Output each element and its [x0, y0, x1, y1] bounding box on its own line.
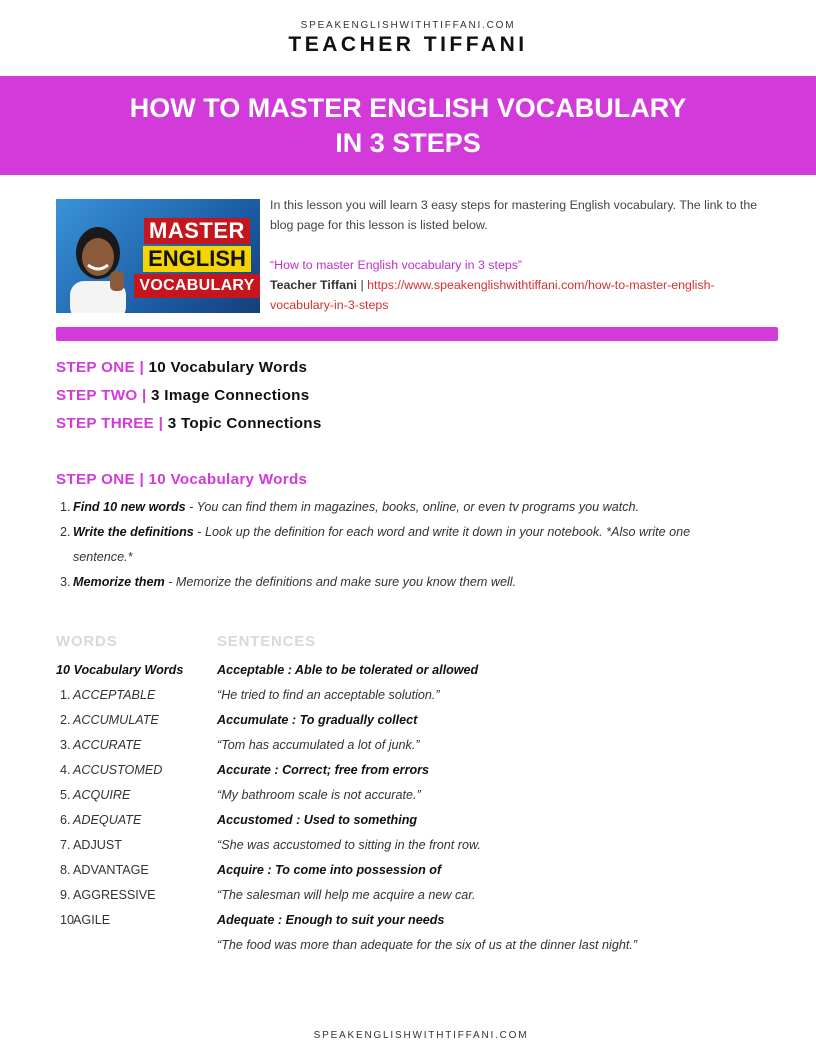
step-label: STEP THREE |	[56, 415, 168, 432]
word-number: 8.	[60, 863, 71, 877]
author-name: Teacher Tiffani	[270, 278, 357, 292]
thumbnail-word-vocabulary: VOCABULARY	[134, 274, 259, 298]
word-definition: Acceptable : Able to be tolerated or allowed	[217, 663, 479, 677]
instruction-number: 1.	[60, 500, 71, 514]
word-definition: Acquire : To come into possession of	[217, 863, 442, 877]
vocabulary-word: AGGRESSIVE	[73, 888, 156, 902]
instruction-bold: Memorize them	[73, 575, 165, 589]
step-one-heading: STEP ONE | 10 Vocabulary Words	[56, 471, 308, 488]
instruction-bold: Write the definitions	[73, 525, 194, 539]
vocabulary-word: AGILE	[73, 913, 111, 927]
example-sentence: “Tom has accumulated a lot of junk.”	[217, 738, 420, 752]
instruction-text: - Memorize the definitions and make sure you know them well.	[164, 575, 517, 589]
step-value: 3 Topic Connections	[167, 415, 322, 432]
thumbnail-word-english: ENGLISH	[143, 246, 251, 272]
instruction-number: 2.	[60, 525, 71, 539]
word-number: 3.	[60, 738, 71, 752]
word-number: 7.	[60, 838, 71, 852]
vocabulary-word: ACCUSTOMED	[73, 763, 163, 777]
word-number: 5.	[60, 788, 71, 802]
word-number: 1.	[60, 688, 71, 702]
lesson-thumbnail-image	[56, 199, 260, 313]
word-number: 6.	[60, 813, 71, 827]
step-value: 3 Image Connections	[151, 387, 310, 404]
word-definition: Accustomed : Used to something	[217, 813, 418, 827]
instruction-text: - You can find them in magazines, books, online, or even tv programs you watch.	[185, 500, 640, 514]
words-column-header: WORDS	[56, 633, 118, 650]
step-value: 10 Vocabulary Words	[148, 359, 308, 376]
site-url: SPEAKENGLISHWITHTIFFANI.COM	[300, 20, 516, 31]
vocabulary-word: ADJUST	[73, 838, 122, 852]
step-label: STEP ONE |	[56, 359, 149, 376]
vocabulary-word: ACQUIRE	[73, 788, 131, 802]
teacher-portrait-illustration	[60, 219, 136, 313]
word-number: 4.	[60, 763, 71, 777]
word-number: 2.	[60, 713, 71, 727]
lesson-title-line-2: IN 3 STEPS	[335, 127, 481, 158]
vocabulary-word: ADVANTAGE	[73, 863, 149, 877]
step-summary-two	[56, 385, 309, 407]
instruction-number: 3.	[60, 575, 71, 589]
instruction-bold: Find 10 new words	[73, 500, 186, 514]
words-list-title: 10 Vocabulary Words	[56, 663, 184, 677]
blog-post-title: “How to master English vocabulary in 3 steps”	[270, 258, 523, 272]
instruction-text: - Look up the definition for each word and write it down in your notebook. *Also write one	[193, 525, 691, 539]
vocabulary-word: ADEQUATE	[73, 813, 142, 827]
example-sentence: “The food was more than adequate for the six of us at the dinner last night.”	[217, 938, 638, 952]
sentences-column-header: SENTENCES	[217, 633, 316, 650]
example-sentence: “My bathroom scale is not accurate.”	[217, 788, 421, 802]
author-separator: |	[357, 278, 368, 292]
intro-text: In this lesson you will learn 3 easy steps for mastering English vocabulary. The link to the blog page for this lesson is listed below.	[270, 198, 758, 232]
vocabulary-word: ACCEPTABLE	[73, 688, 156, 702]
instruction-text: sentence.*	[73, 550, 133, 564]
step-summary-three	[56, 413, 322, 435]
thumbnail-word-master: MASTER	[144, 218, 250, 244]
vocabulary-word: ACCURATE	[73, 738, 142, 752]
example-sentence: “The salesman will help me acquire a new car.	[217, 888, 476, 902]
section-divider-bar	[56, 327, 778, 341]
author-link-line	[270, 275, 770, 315]
lesson-title-line-1: HOW TO MASTER ENGLISH VOCABULARY	[129, 92, 687, 123]
step-label: STEP TWO |	[56, 387, 152, 404]
example-sentence: “She was accustomed to sitting in the front row.	[217, 838, 481, 852]
example-sentence: “He tried to find an acceptable solution.”	[217, 688, 440, 702]
intro-section	[270, 195, 770, 315]
thumbnail-title	[138, 209, 256, 307]
word-number: 9.	[60, 888, 71, 902]
brand-title: TEACHER TIFFANI	[288, 33, 528, 56]
word-definition: Accurate : Correct; free from errors	[217, 763, 430, 777]
footer-site-url: SPEAKENGLISHWITHTIFFANI.COM	[313, 1030, 529, 1041]
lesson-title-banner	[0, 76, 816, 175]
word-definition: Adequate : Enough to suit your needs	[217, 913, 445, 927]
step-summary-one	[56, 357, 307, 379]
word-definition: Accumulate : To gradually collect	[217, 713, 418, 727]
vocabulary-word: ACCUMULATE	[73, 713, 159, 727]
word-number: 10	[60, 913, 75, 927]
blog-link[interactable]: https://www.speakenglishwithtiffani.com/how-to-master-english-vocabulary-in-3-steps	[270, 278, 715, 312]
